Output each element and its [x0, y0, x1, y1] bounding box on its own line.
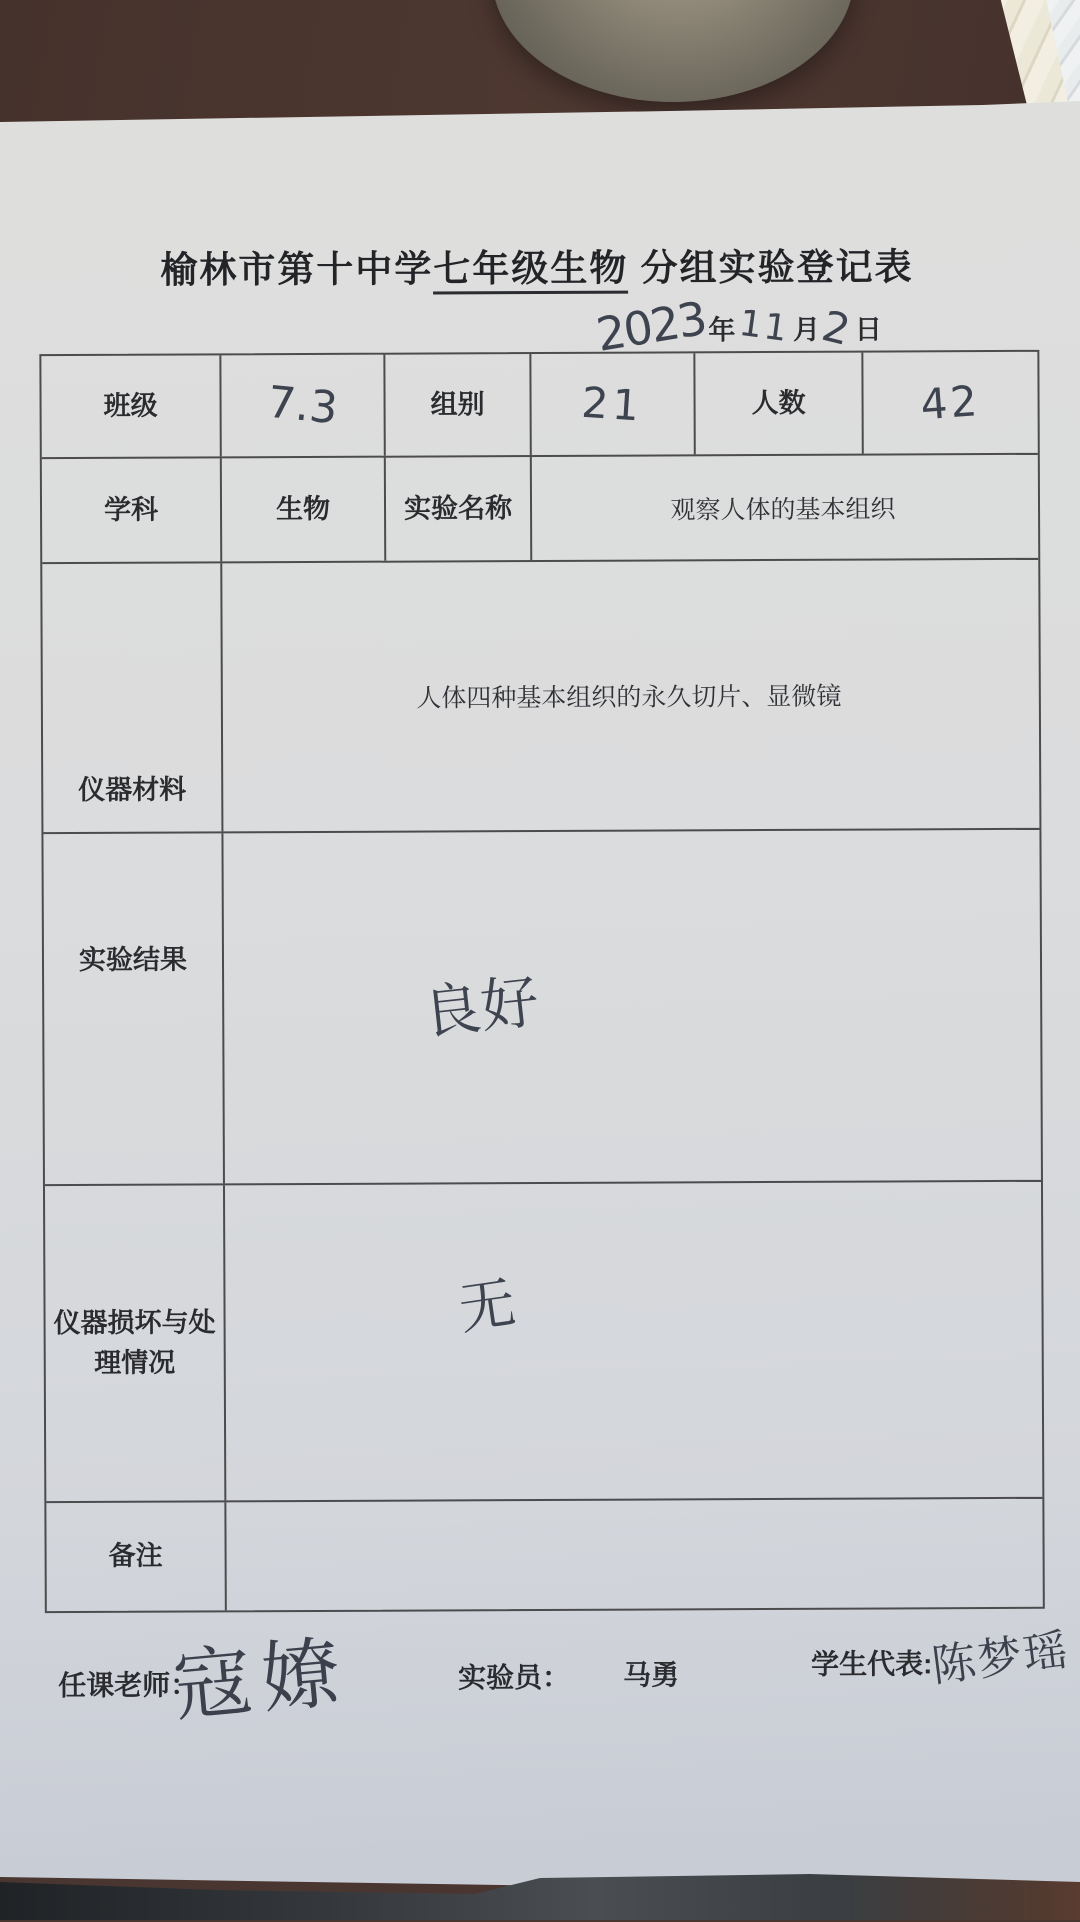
form-date: [592, 286, 925, 362]
damage-value-handwritten: 无: [454, 1270, 520, 1343]
subject-label: 学科: [103, 494, 159, 525]
teacher-label: 任课老师：: [58, 1669, 199, 1702]
date-month-handwritten: 11: [736, 302, 792, 351]
student-rep-label: 学生代表:: [811, 1648, 933, 1680]
table-row-materials: [42, 560, 1039, 834]
expname-value: 观察人体的基本组织: [670, 494, 896, 524]
group-label: 组别: [430, 389, 485, 420]
count-value-cell: [863, 352, 1037, 454]
subject-value-cell: [222, 458, 386, 562]
materials-label-cell: [42, 563, 223, 832]
result-label: 实验结果: [78, 944, 188, 976]
class-value-cell: [221, 355, 385, 457]
materials-value: 人体四种基本组织的永久切片、显微镜: [416, 682, 842, 713]
subject-label-cell: [42, 458, 222, 562]
group-value-cell: [531, 353, 695, 455]
class-label: 班级: [103, 390, 158, 421]
expname-label-cell: [386, 457, 532, 561]
materials-label: 仪器材料: [78, 774, 187, 805]
damage-label-cell: [45, 1185, 226, 1501]
damage-value-cell: [225, 1182, 1038, 1501]
expname-label: 实验名称: [403, 493, 513, 524]
materials-value-cell: [222, 560, 1035, 832]
signature-footer: [3, 1624, 1080, 1813]
count-label: 人数: [751, 387, 806, 418]
group-value-handwritten: 21: [580, 377, 645, 431]
count-value-handwritten: 42: [919, 376, 983, 430]
title-school: 榆林市第十中学: [160, 248, 434, 291]
table-row-class-group-count: [41, 352, 1037, 459]
result-value-cell: [223, 830, 1037, 1184]
remarks-label: 备注: [108, 1541, 163, 1572]
title-form-name: 分组实验登记表: [628, 246, 914, 289]
table-row-result: [43, 830, 1041, 1186]
remarks-label-cell: [46, 1502, 226, 1611]
table-row-subject-expname: [42, 455, 1038, 564]
result-value-handwritten: 良好: [419, 967, 543, 1048]
teacher-signature-handwritten: 寇嫽: [170, 1627, 354, 1734]
subject-value: 生物: [275, 493, 331, 525]
count-label-cell: [695, 353, 863, 455]
date-day-label: 日: [854, 314, 882, 345]
student-rep-signature-handwritten: 陈梦瑶: [928, 1624, 1073, 1693]
damage-label: 仪器损坏与处理情况: [53, 1307, 216, 1378]
date-month-label: 月: [793, 314, 821, 345]
table-row-remarks: [46, 1499, 1042, 1611]
date-year-label: 年: [708, 315, 736, 346]
registration-table: [39, 350, 1044, 1613]
experimenter-label: 实验员：: [458, 1661, 571, 1694]
expname-value-cell: [532, 455, 1034, 560]
date-day-handwritten: 2: [817, 301, 855, 355]
class-label-cell: [41, 355, 221, 457]
experimenter-name: 马勇: [623, 1659, 680, 1691]
title-grade-subject-underlined: 七年级生物: [433, 248, 628, 295]
group-label-cell: [385, 354, 531, 456]
result-label-cell: [43, 833, 225, 1184]
class-value-handwritten: 7.3: [265, 376, 340, 435]
date-year-handwritten: 2023: [592, 291, 709, 362]
table-row-damage: [45, 1182, 1042, 1503]
remarks-value-cell: [226, 1499, 1038, 1611]
